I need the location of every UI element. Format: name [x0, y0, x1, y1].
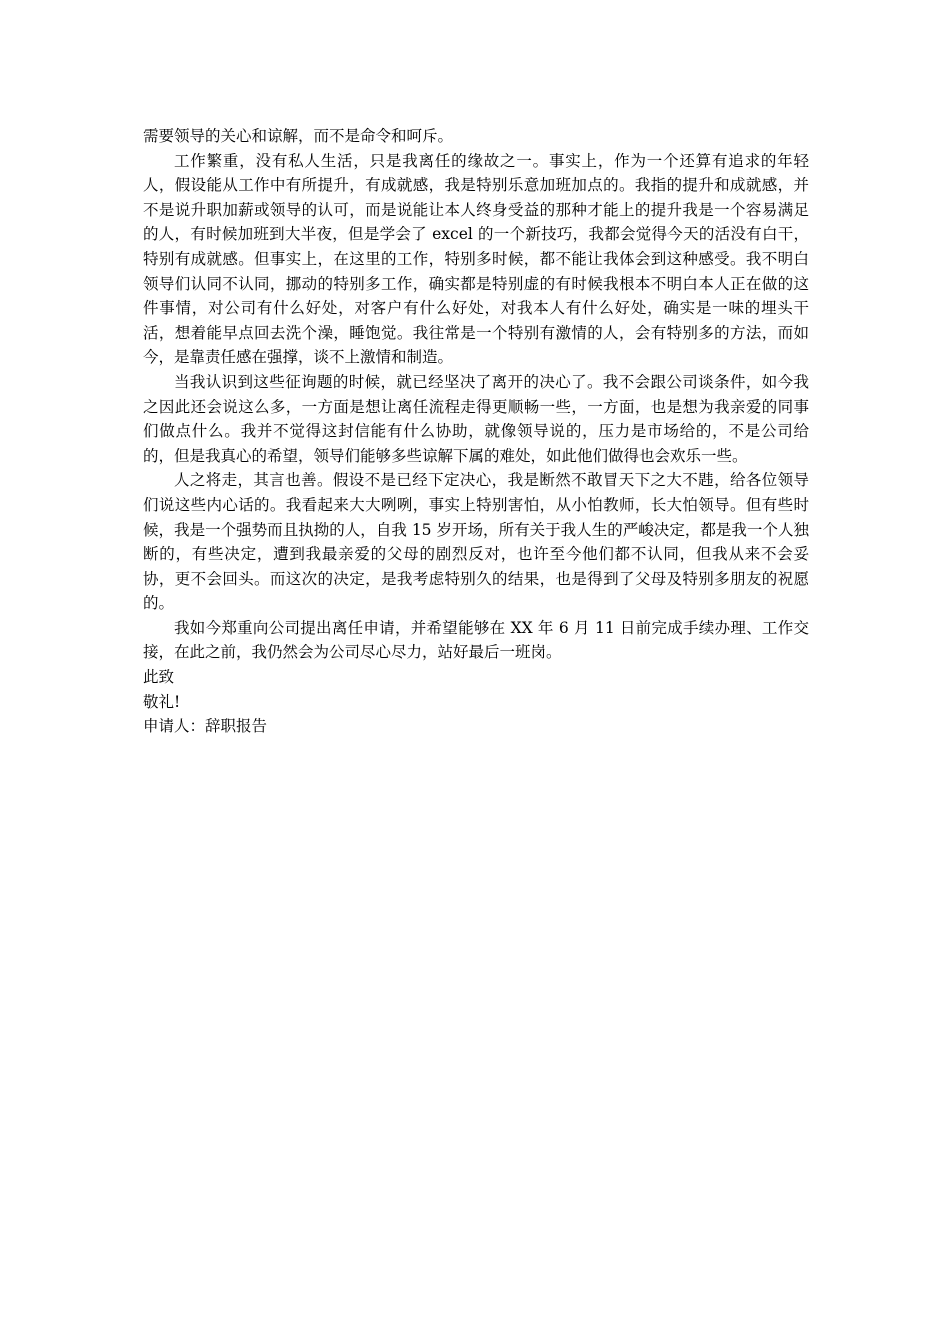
paragraph-heartfelt-words: 人之将走，其言也善。假设不是已经下定决心，我是断然不敢冒天下之大不韪，给各位领导们说这些内心话的。我看起来大大咧咧，事实上特别害怕，从小怕教师，长大怕领导。但有些时候，我是一个强势而且执拗的人，自我 15 岁开场，所有关于我人生的严峻决定，都是我一个人独断的，有些决定，遭到我最亲爱的父母的剧烈反对，也许至今他们都不认同，但我从来不会妥协，更不会回头。而这次的决定，是我考虑特别久的结果，也是得到了父母及特别多朋友的祝愿的。 [143, 471, 809, 613]
letter-body [143, 124, 809, 739]
paragraph-resignation-request: 我如今郑重向公司提出离任申请，并希望能够在 XX 年 6 月 11 日前完成手续办理、工作交接，在此之前，我仍然会为公司尽心尽力，站好最后一班岗。 [143, 618, 809, 662]
paragraph-continuation: 需要领导的关心和谅解，而不是命令和呵斥。 [143, 127, 454, 145]
closing-salutation-1: 此致 [143, 668, 175, 687]
signature-line: 申请人：辞职报告 [143, 717, 268, 736]
paragraph-decision: 当我认识到这些征询题的时候，就已经坚决了离开的决心了。我不会跟公司谈条件，如今我之因此还会说这么多，一方面是想让离任流程走得更顺畅一些，一方面，也是想为我亲爱的同事们做点什么。我并不觉得这封信能有什么协助，就像领导说的，压力是市场给的，不是公司给的，但是我真心的希望，领导们能够多些谅解下属的难处，如此他们做得也会欢乐一些。 [143, 372, 809, 465]
closing-salutation-2: 敬礼! [143, 692, 181, 711]
paragraph-workload: 工作繁重，没有私人生活，只是我离任的缘故之一。事实上，作为一个还算有追求的年轻人，假设能从工作中有所提升，有成就感，我是特别乐意加班加点的。我指的提升和成就感，并不是说升职加薪或领导的认可，而是说能让本人终身受益的那种才能上的提升我是一个容易满足的人，有时候加班到大半夜，但是学会了 excel 的一个新技巧，我都会觉得今天的活没有白干，特别有成就感。但事实上，在这里的工作，特别多时候，都不能让我体会到这种感受。我不明白领导们认同不认同，挪动的特别多工作，确实都是特别虚的有时候我根本不明白本人正在做的这件事情，对公司有什么好处，对客户有什么好处，对我本人有什么好处，确实是一味的埋头干活，想着能早点回去洗个澡，睡饱觉。我往常是一个特别有激情的人，会有特别多的方法，而如今，是靠责任感在强撑，谈不上激情和制造。 [143, 151, 809, 367]
